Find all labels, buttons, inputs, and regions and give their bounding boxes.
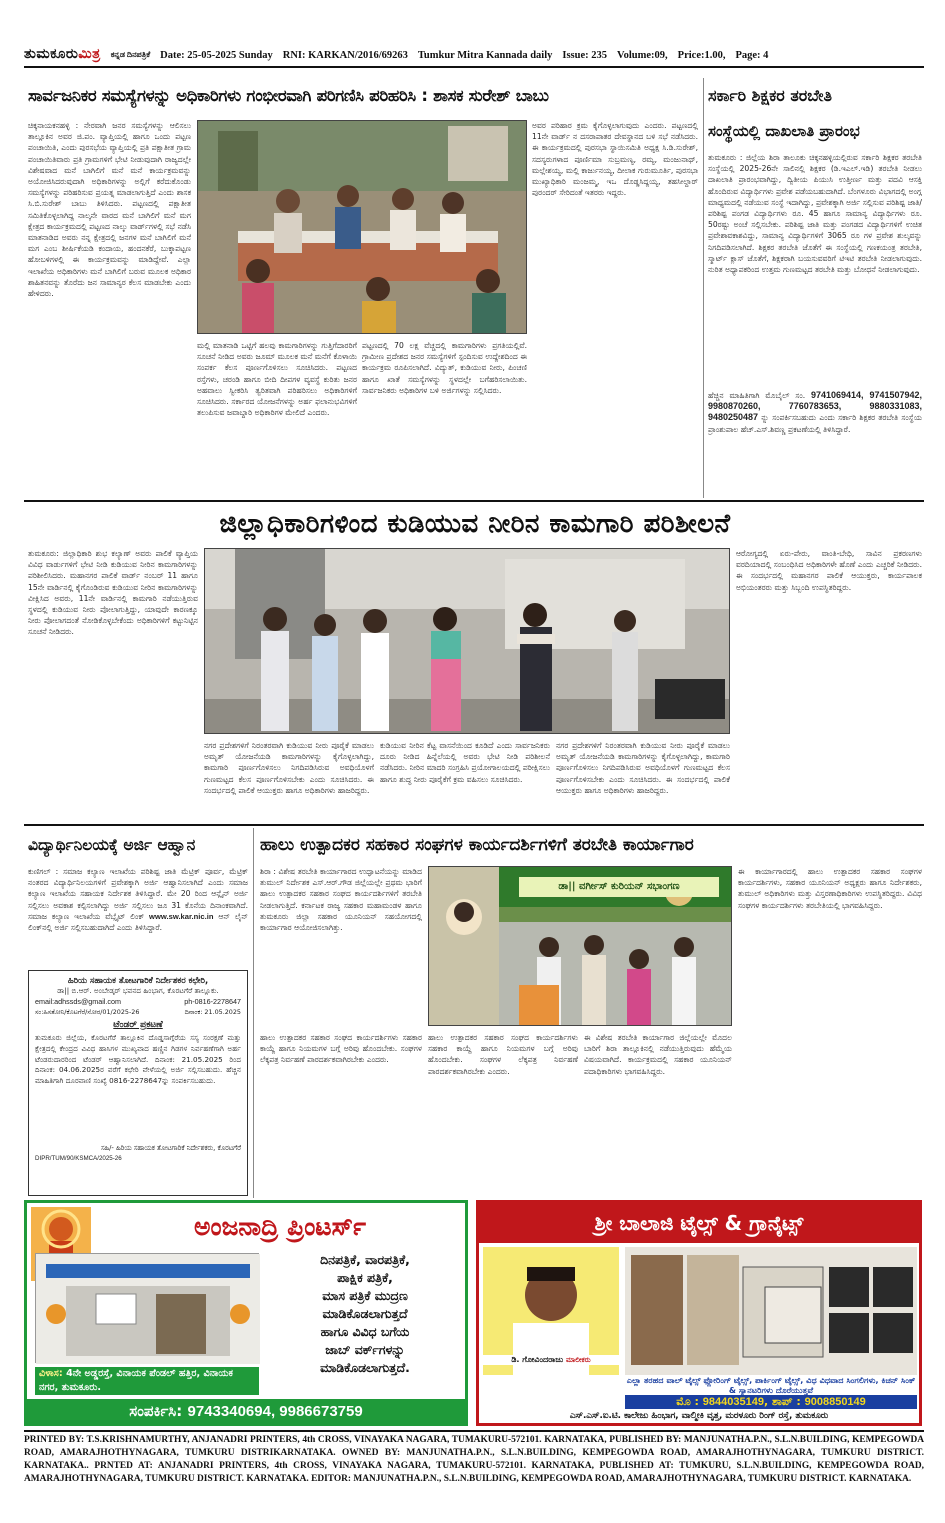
printers-services xyxy=(265,1251,465,1381)
story4-body xyxy=(28,866,248,966)
hall-banner: ಡಾ|| ವರ್ಗೀಸ್ ಕುರಿಯನ್ ಸಭಾಂಗಣ xyxy=(519,877,719,897)
tender-title: ಟೆಂಡರ್ ಪ್ರಕಟಣೆ xyxy=(113,1020,163,1031)
story5-column-3: ಈ ವಿಶೇಷ ತರಬೇತಿ ಕಾರ್ಯಾಗಾರ ಜಿಲ್ಲೆಯಲ್ಲೇ ಮೊದಲ ಬಾರಿಗೆ ಶಿರಾ ತಾಲ್ಲೂಕಿನಲ್ಲಿ ನಡೆಯುತ್ತಿರುವುದು ಹೆಮ್ಮೆಯ ವಿಷಯವಾಗಿದೆ. ಕಾರ್ಯಕ್ರಮದಲ್ಲಿ ಸಹಕಾರ ಯೂನಿಯನ್ ಪದಾಧಿಕಾರಿಗಳು ಭಾಗವಹಿಸಿದ್ದರು. xyxy=(584,1033,732,1076)
service-line: ದಿನಪತ್ರಿಕೆ, ವಾರಪತ್ರಿಕೆ, xyxy=(320,1252,410,1267)
service-line: ಪಾಕ್ಷಿಕ ಪತ್ರಿಕೆ, xyxy=(337,1270,393,1285)
issue-number: Issue: 235 xyxy=(562,49,608,61)
website-link[interactable]: www.sw.kar.nic.in xyxy=(149,911,214,921)
story3-column-1: ತುಮಕೂರು: ಜಿಲ್ಲಾಧಿಕಾರಿ ಶುಭ ಕಲ್ಯಾಣ್ ಅವರು ಪಾಲಿಕೆ ವ್ಯಾಪ್ತಿಯ ವಿವಿಧ ವಾರ್ಡುಗಳಿಗೆ ಭೇಟಿ ನೀಡಿ ಕುಡಿಯುವ ನೀರಿನ ಕಾಮಗಾರಿಗಳನ್ನು ಪರಿಶೀಲಿಸಿದರು. ಮಹಾನಗರ ಪಾಲಿಕೆ ವಾರ್ಡ್ ನಂಬರ್ 11 ಹಾಗೂ 15ನೇ ವಾರ್ಡಿನಲ್ಲಿ ಕೈಗೊಂಡಿರುವ ಕುಡಿಯುವ ನೀರಿನ ಕಾಮಗಾರಿಗಳನ್ನು ವೀಕ್ಷಿಸಿದ ಅವರು, 11ನೇ ವಾರ್ಡಿನಲ್ಲಿ ಕಾಮಗಾರಿ ನಡೆಯುತ್ತಿರುವ ಸ್ಥಳದಲ್ಲಿ ಕುಡಿಯುವ ನೀರು ಪೋಲಾಗುತ್ತಿದ್ದು, ಯಾವುದೇ ಕಾರಣಕ್ಕೂ ನೀರು ಪೋಲಾಗದಂತೆ ನೋಡಿಕೊಳ್ಳಬೇಕೆಂದು ಅಧಿಕಾರಿಗಳಿಗೆ ಕಟ್ಟುನಿಟ್ಟಿನ ಸೂಚನೆ ನೀಡಿದರು. xyxy=(28,549,198,637)
anjanadri-printers-ad xyxy=(24,1200,468,1426)
tender-office-address: ಡಾ|| ಬಿ.ಆರ್. ಅಂಬೇಡ್ಕರ್ ಭವನದ ಹಿಂಭಾಗ, ಕೊರಟಗೆರೆ ತಾಲ್ಲೂಕು. xyxy=(57,985,219,995)
tiles-title: ಶ್ರೀ ಬಾಲಾಜಿ ಟೈಲ್ಸ್ & ಗ್ರಾನೈಟ್ಸ್ xyxy=(479,1203,919,1243)
story1-column-3: ಪಟ್ಟಣದಲ್ಲಿ 70 ಲಕ್ಷ ವೆಚ್ಚದಲ್ಲಿ ಕಾಮಗಾರಿಗಳು ಪ್ರಗತಿಯಲ್ಲಿವೆ. ಗ್ರಾಮೀಣ ಪ್ರದೇಶದ ಜನರ ಸಮಸ್ಯೆಗಳಿಗೆ ಸ್ಪಂದಿಸುವ ಉದ್ದೇಶದಿಂದ ಈ ಕಾರ್ಯಕ್ರಮ ರೂಪಿಸಲಾಗಿದೆ. ವಿದ್ಯುತ್, ಕುಡಿಯುವ ನೀರು, ಪಿಂಚಣಿ ಹಾಗೂ ಖಾತೆ ಸಮಸ್ಯೆಗಳನ್ನು ಸ್ಥಳದಲ್ಲೇ ಬಗೆಹರಿಸಲಾಯಿತು. ಸಾರ್ವಜನಿಕರು ಅಧಿಕಾರಿಗಳ ಬಳಿ ಅರ್ಜಿಗಳನ್ನು ಸಲ್ಲಿಸಿದರು. xyxy=(362,341,527,395)
story3-column-2b: ಕುಡಿಯುವ ನೀರಿನ ಕೆಟ್ಟ ವಾಸನೆಯಿಂದ ಕೂಡಿದೆ ಎಂದು ಸಾರ್ವಜನಿಕರು ದೂರು ನೀಡಿದ ಹಿನ್ನೆಲೆಯಲ್ಲಿ ಅವರು ಭೇಟಿ ನೀಡಿ ಪರಿಶೀಲನೆ ನಡೆಸಿದರು. ನೀರಿನ ಮಾದರಿ ಸಂಗ್ರಹಿಸಿ ಪ್ರಯೋಗಾಲಯದಲ್ಲಿ ಪರೀಕ್ಷಿಸಲು ಹಾಗೂ ಶುದ್ಧ ನೀರು ಪೂರೈಕೆಗೆ ಕ್ರಮ ವಹಿಸಲು ಸೂಚಿಸಿದರು. xyxy=(380,741,550,784)
story1-column-4: ಅವರ ಪರಿಹಾರ ಕ್ರಮ ಕೈಗೊಳ್ಳಲಾಗುವುದು ಎಂದರು. ಪಟ್ಟಣದಲ್ಲಿ 11ನೇ ವಾರ್ಡ್ ನ ದಸರಾಪಾತರ ದೇವಸ್ಥಾನದ ಬಳಿ ಸಭೆ ನಡೆಸಿದರು. ಈ ಕಾರ್ಯಕ್ರಮದಲ್ಲಿ ಪುರಸಭಾ ಸ್ಥಾಯಿಸಮಿತಿ ಅಧ್ಯಕ್ಷ ಸಿ.ಡಿ.ಸುರೇಶ್, ಸದಸ್ಯರುಗಳಾದ ಪೂರ್ಣಿಮಾ ಸುಬ್ರಮಣ್ಯ, ರಮ್ಯ, ಮಂಜುನಾಥ್, ಮಲ್ಲೇಶಯ್ಯ, ಮಲ್ಲಿ ಕಾರ್ಜುನಯ್ಯ, ದೀಲಾಕ ಗುರುಮೂರ್ತಿ, ಪುರಸಭಾ ಮುಖ್ಯಾಧಿಕಾರಿ ಮಂಜಮ್ಮ, ಇಒ ದೊಡ್ಡಸಿದ್ದಯ್ಯ, ತಹಸೀಲ್ದಾರ್ ಪುರಂದರ್ ಸೇರಿದಂತೆ ಇತರರು ಇದ್ದರು. xyxy=(532,121,698,198)
balaji-tiles-ad xyxy=(476,1200,922,1426)
story5-photo xyxy=(428,866,732,1026)
mobile-number[interactable]: 9844035149 xyxy=(702,1396,764,1408)
printers-address xyxy=(35,1367,259,1395)
service-line: ಮಾಡಿಕೊಡಲಾಗುತ್ತದೆ. xyxy=(320,1360,410,1375)
section-divider xyxy=(24,500,924,502)
column-rule xyxy=(703,78,704,498)
story1-photo xyxy=(197,120,527,334)
contact-numbers: 9741069414, 9741507942, 9980870260, 7760783653, 9880331083, 9480250487 xyxy=(708,390,922,423)
tiles-display-image xyxy=(625,1247,917,1375)
story2-headline-line1: ಸರ್ಕಾರಿ ಶಿಕ್ಷಕರ ತರಬೇತಿ xyxy=(708,86,832,105)
dipr-code: DIPR/TUM/90/KSMCA/2025-26 xyxy=(35,1154,122,1162)
story3-photo xyxy=(204,548,730,734)
story5-headline: ಹಾಲು ಉತ್ಪಾದಕರ ಸಹಕಾರ ಸಂಘಗಳ ಕಾರ್ಯದರ್ಶಿಗಳಿಗೆ ತರಬೇತಿ ಕಾರ್ಯಾಗಾರ xyxy=(260,835,694,855)
contact-label: ಸಂಪರ್ಕಿಸಿ: xyxy=(129,1402,183,1420)
owner-photo xyxy=(483,1247,619,1375)
inspection-photo xyxy=(205,549,730,734)
issue-date: Date: 25-05-2025 Sunday xyxy=(160,49,273,61)
tiles-description: ಎಲ್ಲಾ ತರಹದ ವಾಲ್ ಟೈಲ್ಸ್ ಫ್ಲೋರಿಂಗ್ ಟೈಲ್ಸ್, ಪಾರ್ಕಿಂಗ್ ಟೈಲ್ಸ್, ವಿಧ ವಿಧವಾದ ಸಿಂಗಲಿಗಳು, ಕಿಚನ್ ಸಿಂಕ್ & ಸ್ಯಾನಟರಿಗಳು ದೊರೆಯುತ್ತವೆ xyxy=(626,1375,916,1395)
tender-ref: ಸಂ:ಹಿಸತೋನಿ/ಕೊಟಗೆರೆ/ಸೋರ/01/2025-26 xyxy=(35,1008,140,1017)
shop-number[interactable]: 9008850149 xyxy=(804,1396,866,1408)
story4-tail: ಆನ್ ಲೈನ್ ಲಿಂಕ್‌ನಲ್ಲಿ ಅರ್ಜಿ ಸಲ್ಲಿಸಬಹುದಾಗಿದೆ ಎಂದು ತಿಳಿಸಿದ್ದಾರೆ. xyxy=(28,911,248,933)
printers-contact xyxy=(27,1399,465,1423)
owner-name: ಡಿ. ಗೋವಿಂದರಾಜು ಮಾಲೀಕರು xyxy=(483,1355,619,1365)
meeting-photo xyxy=(198,121,527,334)
contact-outro: ನ್ನು ಸಂಪರ್ಕಿಸಬಹುದು ಎಂದು ಸರ್ಕಾರಿ ಶಿಕ್ಷಕರ ತರಬೇತಿ ಸಂಸ್ಥೆಯ ಪ್ರಾಂಶುಪಾಲ ಹೆಚ್.ಎಸ್.ಶಿವಣ್ಣ ಪ್ರಕಟಣೆಯಲ್ಲಿ ತಿಳಿಸಿದ್ದಾರೆ. xyxy=(708,413,922,434)
story4-text: ಕುಣಿಗಲ್ : ಸಮಾಜ ಕಲ್ಯಾಣ ಇಲಾಖೆಯ ಪರಿಶಿಷ್ಟ ಜಾತಿ ಮೆಟ್ರಿಕ್ ಪೂರ್ವ, ಮೆಟ್ರಿಕ್ ನಂತರದ ವಿದ್ಯಾರ್ಥಿನಿಲಯಗಳಿಗೆ ಪ್ರವೇಶಕ್ಕಾಗಿ ಅರ್ಜಿ ಆಹ್ವಾನಿಸಲಾಗಿದೆ ಎಂದು ಸಮಾಜ ಕಲ್ಯಾಣ ಇಲಾಖೆಯ ಸಹಾಯಕ ನಿರ್ದೇಶಕ ತಿಳಿಸಿದ್ದಾರೆ. ಮೇ 20 ರಿಂದ ಆನ್ಲೈನ್ ಅರ್ಜಿ ಸಲ್ಲಿಸಲು ಅವಕಾಶ ಕಲ್ಪಿಸಲಾಗಿದ್ದು ಅರ್ಜಿ ಸಲ್ಲಿಸಲು ಜೂ 31 ಕೊನೆಯ ದಿನಾಂಕವಾಗಿದೆ. ಸಮಾಜ ಕಲ್ಯಾಣ ಇಲಾಖೆಯ ವೆಬ್ಸೈಟ್ ಲಿಂಕ್ xyxy=(28,867,248,921)
story4-headline: ವಿದ್ಯಾರ್ಥಿನಿಲಯಕ್ಕೆ ಅರ್ಜಿ ಆಹ್ವಾನ xyxy=(28,836,196,854)
story5-column-2: ಹಾಲು ಉತ್ಪಾದಕರ ಸಹಕಾರ ಸಂಘದ ಕಾರ್ಯದರ್ಶಿಗಳು ಸಹಕಾರ ಕಾಯ್ದೆ ಹಾಗೂ ನಿಯಮಗಳ ಬಗ್ಗೆ ಅರಿವು ಹೊಂದಬೇಕು. ಸಂಘಗಳ ಲೆಕ್ಕಪತ್ರ ನಿರ್ವಹಣೆ ಪಾರದರ್ಶಕವಾಗಿರಬೇಕು ಎಂದರು. xyxy=(428,1033,578,1076)
tender-ref-row xyxy=(35,1007,241,1018)
volume: Volume:09, xyxy=(617,49,668,61)
printers-phone[interactable]: 9743340694, 9986673759 xyxy=(187,1403,363,1420)
newspaper-logo: ತುಮಕೂರುಮಿತ್ರ xyxy=(24,47,101,62)
tender-notice xyxy=(28,970,248,1196)
tender-office: ಹಿರಿಯ ಸಹಾಯಕ ತೋಟಗಾರಿಕೆ ನಿರ್ದೇಶಕರ ಕಛೇರಿ, xyxy=(67,975,209,985)
service-line: ಮಾಸ ಪತ್ರಿಕೆ ಮುದ್ರಣ xyxy=(322,1288,408,1303)
tender-signature: ಸಹಿ/- ಹಿರಿಯ ಸಹಾಯಕ ತೋಟಗಾರಿಕೆ ನಿರ್ದೇಶಕರು, ಕೊರಟಗೆರೆ xyxy=(100,1143,241,1152)
address-text: 4ನೇ ಅಡ್ಡರಸ್ತೆ, ವಿನಾಯಕ ಪೆಂಡಲ್ ಹತ್ತಿರ, ವಿನಾಯಕ ನಗರ, ತುಮಕೂರು. xyxy=(39,1368,233,1393)
printers-shop-photo xyxy=(35,1253,259,1363)
column-rule-2 xyxy=(253,828,254,1198)
tender-body: ತುಮಕೂರು ಜಿಲ್ಲೆಯ, ಕೊರಟಗೆರೆ ತಾಲ್ಲೂಕಿನ ದೊಡ್ಡಸಾಗ್ಗೆರೆಯ ಸಸ್ಯ ಸಂರಕ್ಷಣೆ ಮತ್ತು ಕ್ಷೇತ್ರದಲ್ಲಿ ಕೇಂದ್ರದ ವಿವಿಧ ಹಾಸಿಗಳ ಮುಖ್ಯವಾದ ಹಣ್ಣಿನ ಗಿಡಗಳ ನಿರ್ವಹಣೆಗಾಗಿ ಅರ್ಹ ಟೆಂಡರುದಾರರಿಂದ ಟೆಂಡರ್ ಆಹ್ವಾನಿಸಲಾಗಿದೆ. ದಿನಾಂಕ: 21.05.2025 ರಿಂದ ದಿನಾಂಕ: 04.06.2025ರ ವರೆಗೆ ಕಛೇರಿ ವೇಳೆಯಲ್ಲಿ ಅರ್ಜಿ ಸಲ್ಲಿಸಬಹುದು. ಹೆಚ್ಚಿನ ಮಾಹಿತಿಗಾಗಿ ದೂರವಾಣಿ ಸಂಖ್ಯೆ 0816-2278647ನ್ನು ಸಂಪರ್ಕಿಸಬಹುದು. xyxy=(35,1032,241,1086)
logo-subtitle: ಕನ್ನಡ ದಿನಪತ್ರಿಕೆ xyxy=(110,50,151,59)
tiles-address: ಎಸ್.ಎಸ್.ಐ.ಟಿ. ಕಾಲೇಜು ಹಿಂಭಾಗ, ವಾಲ್ಮೀಕಿ ವೃತ್ತ, ಮರಳೂರು ರಿಂಗ್ ರಸ್ತೆ, ತುಮಕೂರು xyxy=(569,1411,829,1421)
address-label: ವಿಳಾಸ: xyxy=(39,1368,63,1379)
print-imprint: PRINTED BY: T.S.KRISHNAMURTHY, ANJANADRI PRINTERS, 4th CROSS, VINAYAKA NAGARA, TUMAKURU-572101. KARNATAKA, PUBLISHED BY: MANJUNATHA.P.N., S.L.N.BUILDING, KEMPEGOWDA ROAD, AMARAJHOTHYNAGARA, TUMKURU DISTRIKARNATAKA. OWNED BY: MANJUNATHA.P.N., S.L.N.BUILDING, KEMPEGOWDA ROAD, AMARAJHOTHYNAGARA, TUMKURU DISTRICT. KARNATAKA.. PRNTED AT: ANJANADRI PRINTERS, 4th CROSS, VINAYAKA NAGARA, TUMAKURU-572101. KARNATAKA, PUBLISHED AT: TUMKURU, S.L.N.BUILDING, KEMPEGOWDA ROAD, AMARAJHOTHYNAGARA, TUMKURU DISTRICT. KARNATAKA. EDITOR: MANJUNATHA.P.N., S.L.N.BUILDING, KEMPEGOWDA ROAD, AMARAJHOTHYNAGARA, TUMKURU DISTRICT. KARNATAKA. xyxy=(24,1435,924,1484)
story2-body: ತುಮಕೂರು : ಜಿಲ್ಲೆಯ ಶಿರಾ ತಾಲೂಕು ಚಿಕ್ಕನಹಳ್ಳಿಯಲ್ಲಿರುವ ಸರ್ಕಾರಿ ಶಿಕ್ಷಕರ ತರಬೇತಿ ಸಂಸ್ಥೆಯಲ್ಲಿ 2025-26ನೇ ಸಾಲಿನಲ್ಲಿ ಶಿಕ್ಷಕರ (ಡಿ.ಇಎಲ್.ಇಡಿ) ತರಬೇತಿ ನೀಡಲು ದಾಖಲಾತಿ ಪ್ರಾರಂಭವಾಗಿದ್ದು, ದ್ವಿತೀಯ ಪಿಯುಸಿ ಉತ್ತೀರ್ಣ ಮತ್ತು ಪದವಿ ಆಸಕ್ತಿ ಹೊಂದಿರುವ ವಿದ್ಯಾರ್ಥಿಗಳು ಪ್ರವೇಶ ಪಡೆಯಬಹುದಾಗಿದೆ. ಬೆಂಗಳೂರು ವಿಭಾಗದಲ್ಲಿ ಅಂಗ್ಲ ಮಾಧ್ಯಮದಲ್ಲಿ ನಡೆಯುವ ಸಂಸ್ಥೆ ಇದಾಗಿದ್ದು, ಪ್ರವೇಶಕ್ಕಾಗಿ ಅರ್ಜಿ ಸಲ್ಲಿಸುವ ಪರಿಶಿಷ್ಟ ಜಾತಿ/ ಪರಿಶಿಷ್ಟ ಪಂಗಡ ವಿದ್ಯಾರ್ಥಿಗಳು ರೂ. 45 ಹಾಗೂ ಸಾಮಾನ್ಯ ವಿದ್ಯಾರ್ಥಿಗಳು ರೂ. 50ರಷ್ಟು ಅಂಚೆ ಸಲ್ಲಿಸಬೇಕು. ಪರಿಶಿಷ್ಟ ಜಾತಿ ಮತ್ತು ಪಂಗಡದ ವಿದ್ಯಾರ್ಥಿಗಳಿಗೆ ಉಚಿತ ಪ್ರವೇಶಾವಕಾಶವಿದ್ದು, ಸಾಮಾನ್ಯ ವಿದ್ಯಾರ್ಥಿಗಳಿಗೆ 3065 ರೂ ಗಳ ಪ್ರವೇಶ ಶುಲ್ಕವನ್ನು ನಿಗದಿಪಡಿಸಲಾಗಿದೆ. ಶಿಕ್ಷಕರ ತರಬೇತಿ ಜೊತೆಗೆ ಈ ಸಂಸ್ಥೆಯಲ್ಲಿ ಗಣಕಯಂತ್ರ ತರಬೇತಿ, ಸ್ಮಾರ್ಟ್ ಕ್ಲಾಸ್ ಜೊತೆಗೆ, ಶಿಕ್ಷಕರಾಗಿ ಬಯಸುವವರಿಗೆ ಟಿಇಟಿ ತರಬೇತಿ ನೀಡಲಾಗುವುದು. ನುರಿತ ಅಧ್ಯಾಪಕರಿಂದ ಉತ್ತಮ ಗುಣಮಟ್ಟದ ತರಬೇತಿ ಮತ್ತು ಬೋಧನೆ ನೀಡಲಾಗುವುದು. xyxy=(708,153,922,275)
tiles-showcase xyxy=(625,1247,917,1375)
tender-email: email:adhssds@gmail.com xyxy=(35,996,121,1006)
tiles-phones: ಮೊ : 9844035149, ಶಾಪ್ : 9008850149 xyxy=(625,1395,917,1409)
service-line: ಮಾಡಿಕೊಡಲಾಗುತ್ತದೆ xyxy=(322,1306,408,1321)
tender-date: ದಿನಾಂಕ: 21.05.2025 xyxy=(184,1008,241,1017)
mobile-label: ಮೊ : xyxy=(676,1395,699,1408)
tender-phone: ph-0816-2278647 xyxy=(184,996,241,1006)
shopfront-image xyxy=(36,1254,260,1364)
service-line: ಜಾಬ್ ವರ್ಕ್‌ಗಳನ್ನು xyxy=(325,1342,405,1357)
story1-headline: ಸಾರ್ವಜನಿಕರ ಸಮಸ್ಯೆಗಳನ್ನು ಅಧಿಕಾರಿಗಳು ಗಂಭೀರವಾಗಿ ಪರಿಗಣಿಸಿ ಪರಿಹರಿಸಿ : ಶಾಸಕ ಸುರೇಶ್ ಬಾಬು xyxy=(28,86,549,105)
rni-number: RNI: KARKAN/2016/69263 xyxy=(282,49,408,61)
contact-intro: ಹೆಚ್ಚಿನ ಮಾಹಿತಿಗಾಗಿ ಮೊಬೈಲ್ ಸಂ. xyxy=(708,391,806,400)
story3-column-2: ನಗರ ಪ್ರದೇಶಗಳಿಗೆ ನಿರಂತರವಾಗಿ ಕುಡಿಯುವ ನೀರು ಪೂರೈಕೆ ಮಾಡಲು ಅಮೃತ್ ಯೋಜನೆಯಡಿ ಕಾಮಗಾರಿಗಳನ್ನು ಕೈಗೊಳ್ಳಲಾಗಿದ್ದು, ಕಾಮಗಾರಿ ಪೂರ್ಣಗೊಳಿಸಲು ನಿಗದಿಪಡಿಸಿರುವ ಅವಧಿಯೊಳಗೆ ಗುಣಮಟ್ಟದ ಕೆಲಸ ಪೂರ್ಣಗೊಳಿಸಬೇಕು ಎಂದು ಸೂಚಿಸಿದರು. ಈ ಸಂದರ್ಭದಲ್ಲಿ ಪಾಲಿಕೆ ಆಯುಕ್ತರು ಹಾಗೂ ಅಧಿಕಾರಿಗಳು ಹಾಜರಿದ್ದರು. xyxy=(204,741,374,795)
service-line: ಹಾಗೂ ವಿವಿಧ ಬಗೆಯ xyxy=(320,1324,410,1339)
story3-column-4: ಆರೋಗ್ಯದಲ್ಲಿ ಏರು-ಪೇರು, ವಾಂತಿ-ಬೇಧಿ, ಸಾವಿನ ಪ್ರಕರಣಗಳು ವರದಿಯಾದಲ್ಲಿ ಸಂಬಂಧಿಸಿದ ಅಧಿಕಾರಿಗಳೇ ಹೊಣೆ ಎಂದು ಎಚ್ಚರಿಕೆ ನೀಡಿದರು. ಈ ಸಂದರ್ಭದಲ್ಲಿ ಮಹಾನಗರ ಪಾಲಿಕೆ ಆಯುಕ್ತರು, ಕಾರ್ಯಪಾಲಕ ಅಭಿಯಂತರರು ಮತ್ತು ಸಿಬ್ಬಂದಿ ಉಪಸ್ಥಿತರಿದ್ದರು. xyxy=(736,549,922,592)
story5-column-1b: ಹಾಲು ಉತ್ಪಾದಕರ ಸಹಕಾರ ಸಂಘದ ಕಾರ್ಯದರ್ಶಿಗಳು ಸಹಕಾರ ಕಾಯ್ದೆ ಹಾಗೂ ನಿಯಮಗಳ ಬಗ್ಗೆ ಅರಿವು ಹೊಂದಬೇಕು. ಸಂಘಗಳ ಲೆಕ್ಕಪತ್ರ ನಿರ್ವಹಣೆ ಪಾರದರ್ಶಕವಾಗಿರಬೇಕು ಎಂದರು. xyxy=(260,1033,422,1065)
price: Price:1.00, xyxy=(677,49,726,61)
paper-name: Tumkur Mitra Kannada daily xyxy=(417,49,553,61)
page-number: Page: 4 xyxy=(735,49,769,61)
story5-column-4: ಈ ಕಾರ್ಯಾಗಾರದಲ್ಲಿ ಹಾಲು ಉತ್ಪಾದಕರ ಸಹಕಾರ ಸಂಘಗಳ ಕಾರ್ಯದರ್ಶಿಗಳು, ಸಹಕಾರ ಯೂನಿಯನ್ ಅಧ್ಯಕ್ಷರು ಹಾಗೂ ನಿರ್ದೇಶಕರು, ತುಮುಲ್ ಅಧಿಕಾರಿಗಳು ಮತ್ತು ವಿಸ್ತರಣಾಧಿಕಾರಿಗಳು ಉಪಸ್ಥಿತರಿದ್ದರು. ವಿವಿಧ ಸಂಘಗಳ ಕಾರ್ಯದರ್ಶಿಗಳು ತರಬೇತಿಯಲ್ಲಿ ಭಾಗವಹಿಸಿದ್ದರು. xyxy=(738,867,922,910)
story2-headline-line2: ಸಂಸ್ಥೆಯಲ್ಲಿ ದಾಖಲಾತಿ ಪ್ರಾರಂಭ xyxy=(708,122,860,140)
story3-headline: ಜಿಲ್ಲಾಧಿಕಾರಿಗಳಿಂದ ಕುಡಿಯುವ ನೀರಿನ ಕಾಮಗಾರಿ ಪರಿಶೀಲನೆ xyxy=(219,509,731,539)
story3-column-2c: ನಗರ ಪ್ರದೇಶಗಳಿಗೆ ನಿರಂತರವಾಗಿ ಕುಡಿಯುವ ನೀರು ಪೂರೈಕೆ ಮಾಡಲು ಅಮೃತ್ ಯೋಜನೆಯಡಿ ಕಾಮಗಾರಿಗಳನ್ನು ಕೈಗೊಳ್ಳಲಾಗಿದ್ದು, ಕಾಮಗಾರಿ ಪೂರ್ಣಗೊಳಿಸಲು ನಿಗದಿಪಡಿಸಿರುವ ಅವಧಿಯೊಳಗೆ ಗುಣಮಟ್ಟದ ಕೆಲಸ ಪೂರ್ಣಗೊಳಿಸಬೇಕು ಎಂದು ಸೂಚಿಸಿದರು. ಈ ಸಂದರ್ಭದಲ್ಲಿ ಪಾಲಿಕೆ ಆಯುಕ್ತರು ಹಾಗೂ ಅಧಿಕಾರಿಗಳು ಹಾಜರಿದ್ದರು. xyxy=(556,741,730,795)
printers-title: ಅಂಜನಾದ್ರಿ ಪ್ರಿಂಟರ್ಸ್ xyxy=(194,1212,366,1241)
story1-column-1: ಚಿಕ್ಕನಾಯಕನಹಳ್ಳಿ : ನೇರವಾಗಿ ಜನರ ಸಮಸ್ಯೆಗಳನ್ನು ಆಲಿಸಲು ತಾಲ್ಲೂಕಿನ ಅವರ ಜಿ.ಪಂ. ವ್ಯಾಪ್ತಿಯಲ್ಲಿ ಹಾಗೂ ಒಂದು ಪಟ್ಟಣ ಪಂಚಾಯಿತಿ, ಎಂದು ಪುರಸಭೆಯ ವ್ಯಾಪ್ತಿಯಲ್ಲಿ ಪ್ರತಿ ಪಕ್ಷಾತೀತ ಗ್ರಾಮ ಪಂಚಾಯಿತಿವಾರು ಪ್ರತಿ ಗ್ರಾಮಗಳಿಗೆ ಭೇಟಿ ನೀಡುವುದಾಗಿ ರಾಜ್ಯದಲ್ಲೇ ವಿಶೇಷವಾದ ಮನೆ ಬಾಗಿಲಿಗೆ ಮನೆ ಮನೆ ಕಾರ್ಯಕ್ರಮವನ್ನು ಅಯೋಜಿಸಿದರುವುದಾಗಿ ಅಧಿಕಾರಿಗಳನ್ನು ಅಲ್ಲಿಗೆ ಕರೆದುಕೊಂಡು ಸಮಸ್ಯೆಗಳನ್ನು ಪರಿಹರಿಸುವ ಪ್ರಯತ್ನ ಮಾಡಲಾಗುತ್ತಿದೆ ಎಂದು ಶಾಸಕ ಸಿ.ಬಿ.ಸುರೇಶ್ ಬಾಬು ತಿಳಿಸಿದರು. ಪಟ್ಟಣದಲ್ಲಿ ಪಕ್ಷಾತೀತ ಸಮಿತಿಕೊಳ್ಳಲಾಗಿದ್ದ ನಾಲ್ಕನೇ ವಾರದ ಮನೆ ಬಾಗಿಲಿಗೆ ಮನೆ ಮಗ ಕ್ಷೇತ್ರದ ಕಾರ್ಯಕ್ರಮದಲ್ಲಿ ಪಟ್ಟಣದ ನಾಲ್ಕು ವಾರ್ಡ್‌ಗಳಲ್ಲಿ ಸಭೆ ನಡೆಸಿ ಮಾತನಾಡಿದ ಅವರು ನನ್ನ ಕ್ಷೇತ್ರದಲ್ಲಿ ಜನಗಳ ಮನೆ ಬಾಗಿಲಿಗೆ ಮನೆ ಮಗ ಎಂಬ ಶೀರ್ಷಿಕೆಯಡಿ ಕಂದಾಯ, ಹಂದನಕೆರೆ, ಬುಕ್ಕಾಪಟ್ಟಣ ಹೋಬಳಿಗಳಲ್ಲಿ ಈ ಕಾರ್ಯಕ್ರಮವನ್ನು ಮಾಡಿದ್ದೇವೆ. ಎಲ್ಲಾ ಇಲಾಖೆಯ ಅಧಿಕಾರಿಗಳು ಮನೆ ಬಾಗಿಲಿಗೆ ಬರುವ ಮೂಲಕ ಅಧಿಕಾರ ಶಾಹಿತನವನ್ನು ತೊರೆದು ಜನ ಸಾಮಾನ್ಯರ ಕೆಲಸ ಮಾಡಬೇಕು ಎಂದು ಹೇಳಿದರು. xyxy=(28,121,191,299)
section-divider-2 xyxy=(24,824,924,826)
shop-label: ಶಾಪ್ : xyxy=(772,1395,801,1408)
story1-column-2: ಮಲ್ಲಿ ಮಾತನಾಡಿ ಒಟ್ಟಿಗೆ ಹಲವು ಕಾಮಗಾರಿಗಳನ್ನು ಗುತ್ತಿಗೆದಾರರಿಗೆ ಸೂಚನೆ ನೀಡಿದ ಅವರು ಜೂಮ್ ಮೂಲಕ ಮನೆ ಮನೆಗೆ ಕೊಳಾಯಿ ಸಂಪರ್ಕ ಕೆಲಸ ಪೂರ್ಣಗೊಳಿಸಲು ಸೂಚಿಸಿದರು. ಪಟ್ಟಣದ ರಸ್ತೆಗಳು, ಚರಂಡಿ ಹಾಗೂ ಬೀದಿ ದೀಪಗಳ ವ್ಯವಸ್ಥೆ ಕುರಿತು ಜನರ ಅಹವಾಲು ಸ್ವೀಕರಿಸಿ ತ್ವರಿತವಾಗಿ ಪರಿಹರಿಸಲು ಅಧಿಕಾರಿಗಳಿಗೆ ಸೂಚಿಸಿದರು. ಸರ್ಕಾರದ ಯೋಜನೆಗಳನ್ನು ಅರ್ಹ ಫಲಾನುಭವಿಗಳಿಗೆ ತಲುಪಿಸುವ ಜವಾಬ್ದಾರಿ ಅಧಿಕಾರಿಗಳ ಮೇಲಿದೆ ಎಂದರು. xyxy=(197,341,357,418)
story2-contact xyxy=(708,390,922,496)
tender-contact xyxy=(35,997,241,1008)
footer-divider xyxy=(24,1430,924,1432)
story5-column-1: ಶಿರಾ : ವಿಶೇಷ ತರಬೇತಿ ಕಾರ್ಯಾಗಾರದ ಉದ್ಘಾಟನೆಯನ್ನು ಮಾಡಿದ ತುಮುಲ್ ನಿರ್ದೇಶಕ ಎಸ್.ಆರ್.ಗೌಡ ಜಿಲ್ಲೆಯಲ್ಲೇ ಪ್ರಥಮ ಭಾರಿಗೆ ಹಾಲು ಉತ್ಪಾದಕರ ಸಹಕಾರ ಸಂಘದ ಕಾರ್ಯದರ್ಶಿಗಳಿಗೆ ತರಬೇತಿ ನೀಡಲಾಗುತ್ತಿದೆ. ಕರ್ನಾಟಕ ರಾಜ್ಯ ಸಹಕಾರ ಮಹಾಮಂಡಳ ಹಾಗೂ ತುಮಕೂರು ಜಿಲ್ಲಾ ಸಹಕಾರ ಯೂನಿಯನ್ ಸಹಯೋಗದಲ್ಲಿ ಕಾರ್ಯಾಗಾರ ಆಯೋಜಿಸಲಾಗಿತ್ತು. xyxy=(260,867,422,933)
masthead xyxy=(24,44,924,68)
